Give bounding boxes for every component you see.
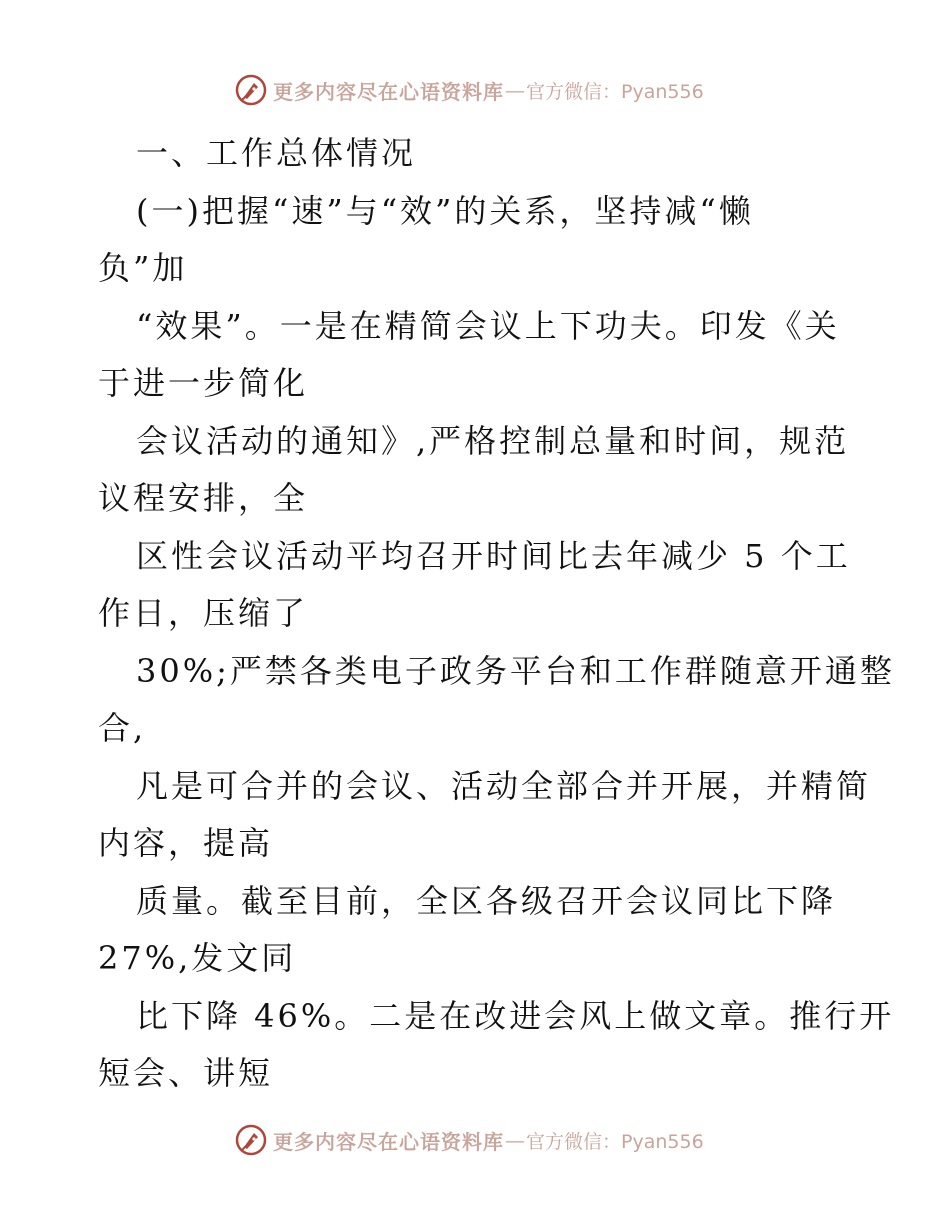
watermark-contact: 官方微信：Pyan556 xyxy=(526,1130,704,1153)
watermark-footer xyxy=(235,1122,755,1158)
text-line: 于进一步简化 xyxy=(98,364,309,402)
text-line: 短会、讲短 xyxy=(98,1054,274,1092)
watermark-header xyxy=(235,72,755,108)
text-line: 质量。截至目前，全区各级召开会议同比下降 xyxy=(136,881,837,920)
text-line: 区性会议活动平均召开时间比去年减少 5 个工 xyxy=(136,536,851,575)
text-line: 凡是可合并的会议、活动全部合并开展，并精简 xyxy=(136,766,872,805)
subsection-heading: (一)把握“速”与“效”的关系，坚持减“懒 xyxy=(136,191,754,230)
watermark-brand: 更多内容尽在心语资料库 xyxy=(273,1129,504,1154)
text-line: 比下降 46%。二是在改进会风上做文章。推行开 xyxy=(136,996,895,1035)
document-body xyxy=(98,125,895,1103)
text-line: 负”加 xyxy=(98,249,188,287)
text-line: 27%,发文同 xyxy=(98,939,297,977)
watermark-contact: 官方微信：Pyan556 xyxy=(526,80,704,103)
text-line: 会议活动的通知》,严格控制总量和时间，规范 xyxy=(136,421,850,460)
watermark-brand: 更多内容尽在心语资料库 xyxy=(273,79,504,104)
pen-nib-logo-icon xyxy=(235,1124,267,1156)
text-line: 内容，提高 xyxy=(98,824,274,862)
text-line: 作日，压缩了 xyxy=(98,594,309,632)
watermark-separator: — xyxy=(505,78,525,102)
text-line: 30%;严禁各类电子政务平台和工作群随意开通整 xyxy=(136,651,895,690)
section-heading: 一、工作总体情况 xyxy=(136,134,417,172)
text-line: 议程安排，全 xyxy=(98,479,309,517)
text-line: “效果”。一是在精简会议上下功夫。印发《关 xyxy=(136,306,840,345)
pen-nib-logo-icon xyxy=(235,74,267,106)
text-line: 合, xyxy=(98,709,147,747)
watermark-separator: — xyxy=(505,1128,525,1152)
